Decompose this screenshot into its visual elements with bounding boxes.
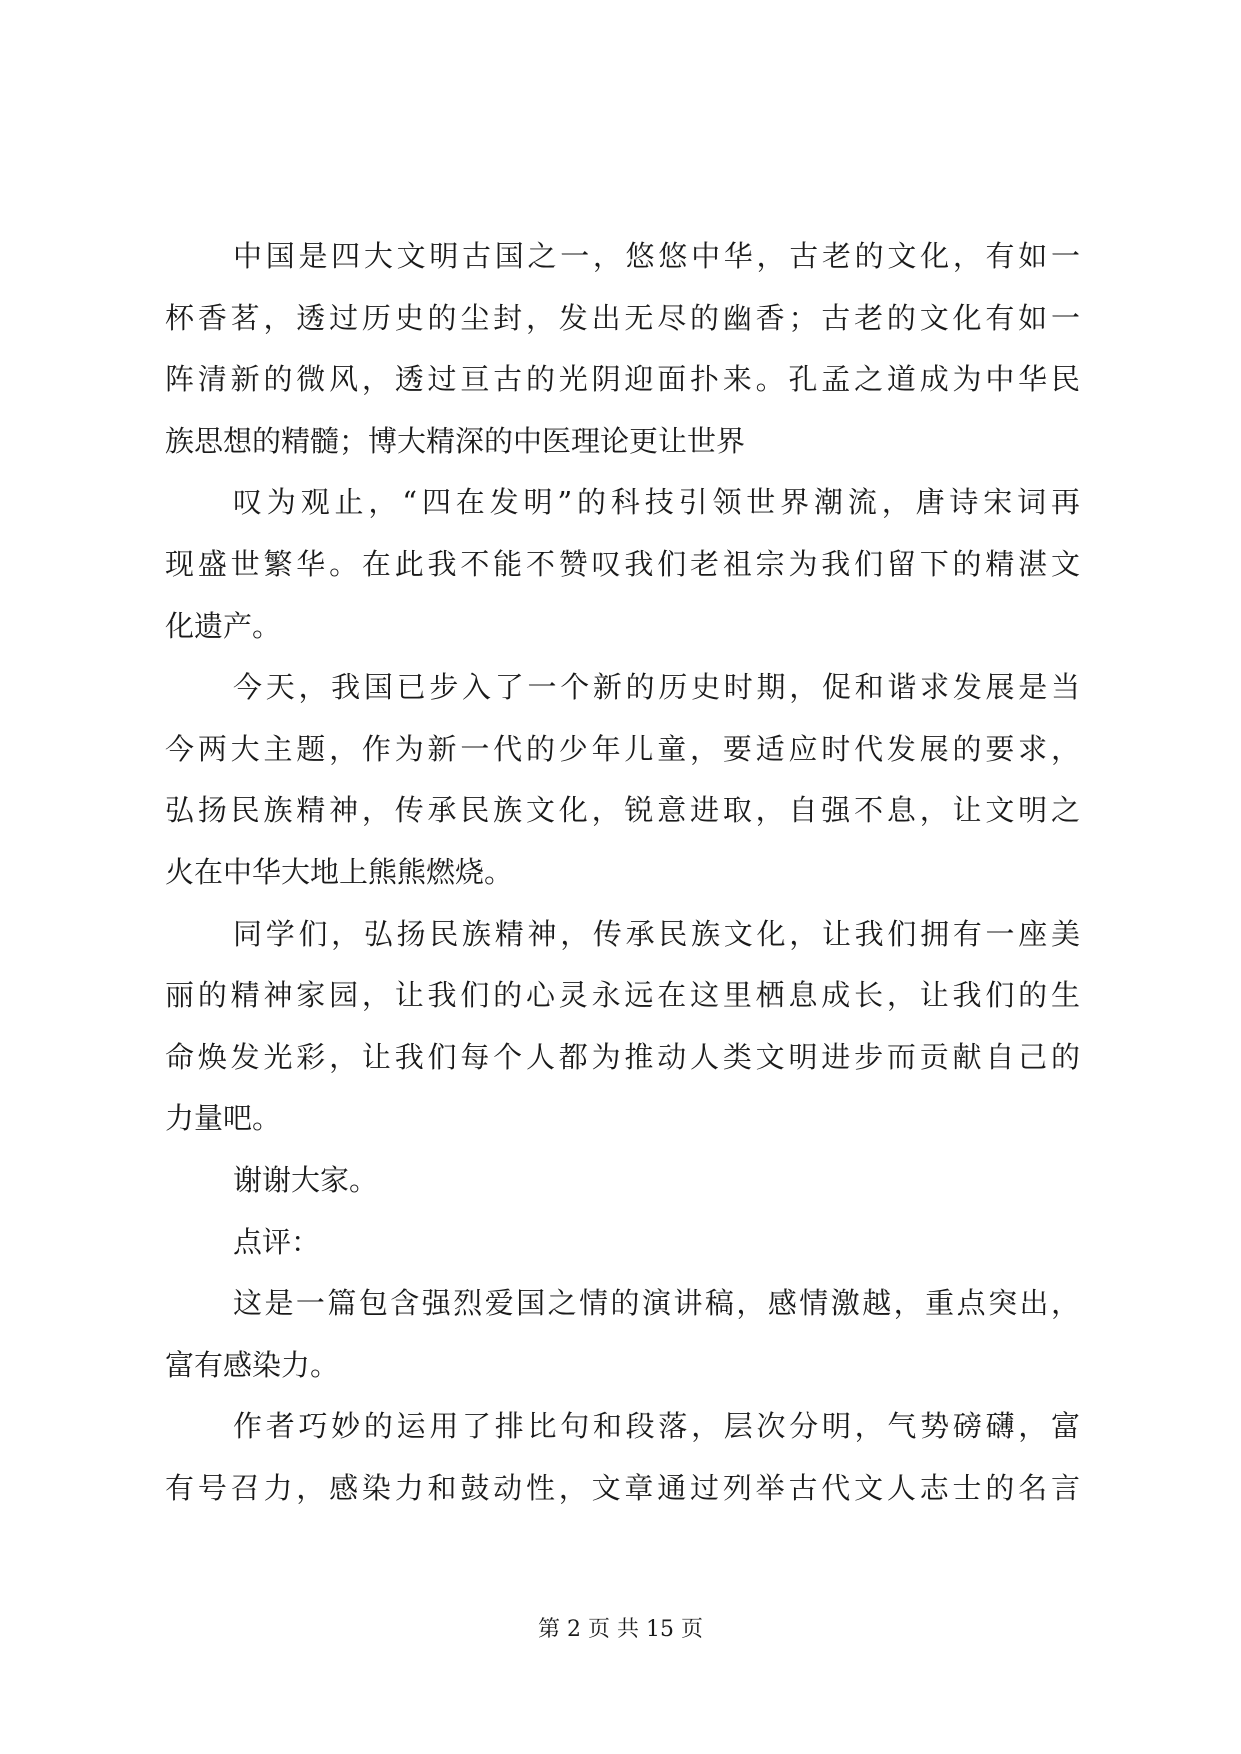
- text-line: 杯香茗，透过历史的尘封，发出无尽的幽香；古老的文化有如一: [165, 300, 1080, 335]
- text-line: 族思想的精髓；博大精深的中医理论更让世界: [165, 423, 746, 458]
- text-line: 作者巧妙的运用了排比句和段落，层次分明，气势磅礴，富: [233, 1409, 1080, 1444]
- document-body: [165, 226, 1080, 1519]
- text-line: 丽的精神家园，让我们的心灵永远在这里栖息成长，让我们的生: [165, 978, 1080, 1013]
- text-line: 中国是四大文明古国之一，悠悠中华，古老的文化，有如一: [233, 239, 1080, 273]
- text-line: 命焕发光彩，让我们每个人都为推动人类文明进步而贡献自己的: [165, 1039, 1080, 1074]
- text-line: 有号召力，感染力和鼓动性，文章通过列举古代文人志士的名言: [165, 1470, 1080, 1505]
- text-line: 阵清新的微风，透过亘古的光阴迎面扑来。孔孟之道成为中华民: [165, 362, 1080, 397]
- text-line: 同学们，弘扬民族精神，传承民族文化，让我们拥有一座美: [233, 916, 1080, 951]
- text-line: 这是一篇包含强烈爱国之情的演讲稿，感情激越，重点突出，: [233, 1286, 1080, 1321]
- text-line: 叹为观止，“四在发明”的科技引领世界潮流，唐诗宋词再: [233, 485, 1080, 520]
- text-line: 谢谢大家。: [233, 1162, 379, 1197]
- text-line: 弘扬民族精神，传承民族文化，锐意进取，自强不息，让文明之: [165, 793, 1080, 828]
- text-line: 力量吧。: [165, 1101, 282, 1136]
- text-line: 火在中华大地上熊熊燃烧。: [165, 854, 514, 889]
- text-line: 现盛世繁华。在此我不能不赞叹我们老祖宗为我们留下的精湛文: [165, 546, 1080, 581]
- page-number-footer: 第 2 页 共 15 页: [538, 1617, 703, 1642]
- text-line: 点评：: [233, 1224, 321, 1259]
- text-line: 今天，我国已步入了一个新的历史时期，促和谐求发展是当: [233, 670, 1080, 705]
- text-line: 富有感染力。: [165, 1347, 340, 1382]
- text-line: 今两大主题，作为新一代的少年儿童，要适应时代发展的要求，: [165, 731, 1080, 766]
- text-line: 化遗产。: [165, 608, 282, 643]
